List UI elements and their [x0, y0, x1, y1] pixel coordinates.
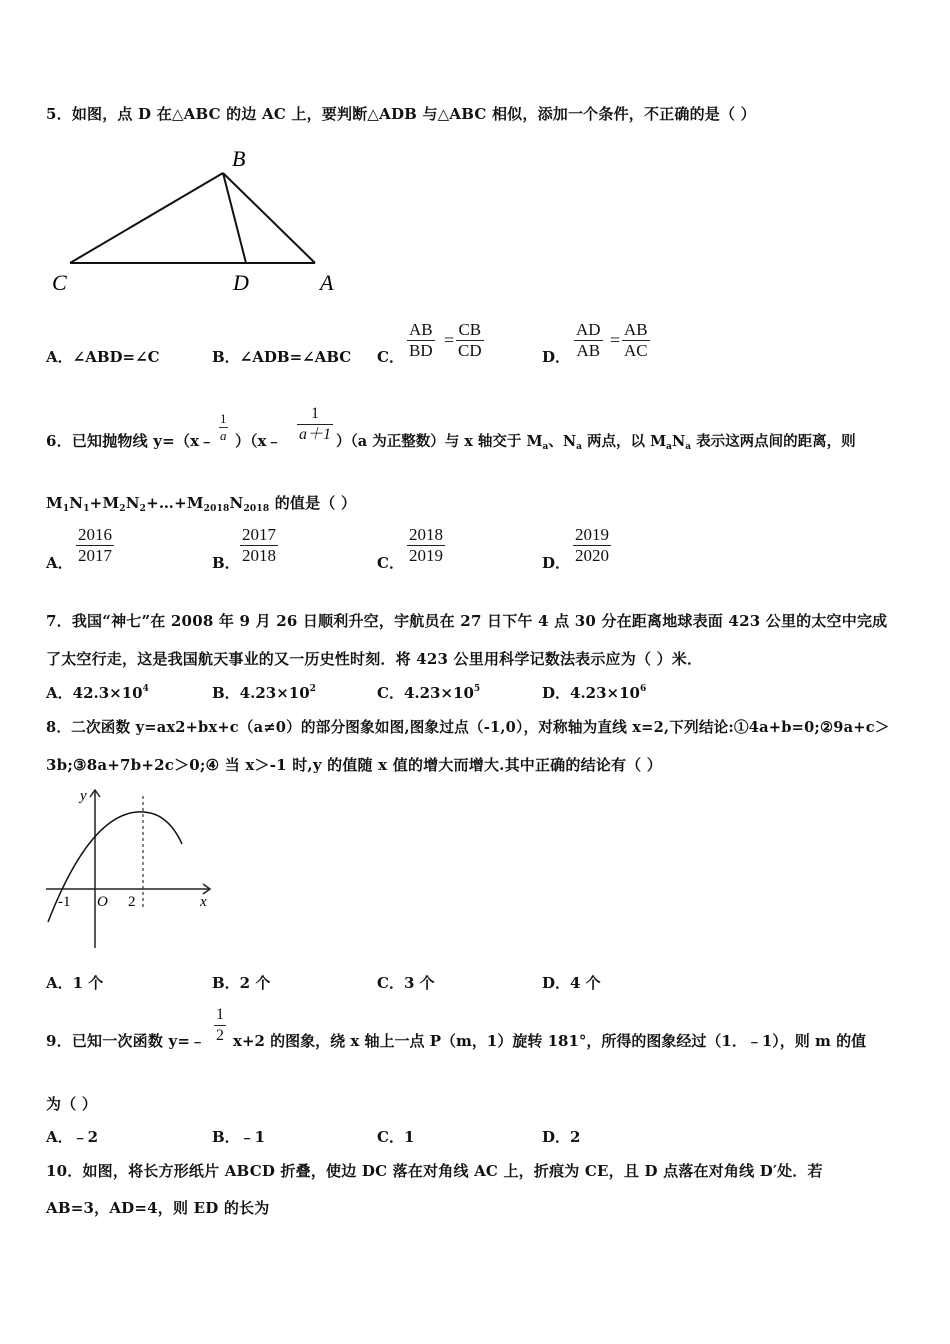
- q6-fraction-2: [297, 404, 333, 445]
- label-d: D: [233, 270, 249, 295]
- q6-l2-m1: M: [46, 494, 63, 512]
- q6-text-7: 表示这两点间的距离，则: [691, 433, 856, 450]
- q6-l2-n2: N: [125, 494, 140, 512]
- q9-fraction: [214, 1005, 226, 1046]
- q6-stem-part2: ）（x﹣: [235, 432, 282, 450]
- q6-option-b[interactable]: B．: [212, 554, 240, 572]
- graph-label-x: x: [200, 894, 207, 910]
- label-c: C: [52, 270, 67, 295]
- q5-stem: 5．如图，点 D 在△ABC 的边 AC 上，要判断△ADB 与△ABC 相似，添加一个条件，不正确的是（ ）: [46, 105, 756, 123]
- q6-a-den: 2017: [78, 546, 112, 565]
- q9-option-a[interactable]: A．﹣2: [46, 1128, 99, 1146]
- q5-option-b[interactable]: B．∠ADB=∠ABC: [212, 348, 352, 366]
- q6-stem-line2: [46, 492, 356, 514]
- q6-l2-mid: +…+M: [146, 494, 204, 512]
- q6-l2-s5: 2018: [203, 504, 230, 514]
- q5-d-equals: =: [610, 330, 621, 350]
- q7-d-exp: 6: [639, 684, 647, 694]
- q6-stem-part3: [336, 430, 856, 452]
- q5-c-f1-num: AB: [409, 320, 433, 339]
- q6-l2-s2: 1: [83, 504, 90, 514]
- q6-text-6: N: [672, 433, 686, 450]
- q9-option-b[interactable]: B．﹣1: [212, 1128, 266, 1146]
- q5-d-f2-den: AC: [624, 341, 648, 360]
- q6-option-d[interactable]: D．: [542, 554, 571, 572]
- graph-label-neg1: -1: [58, 894, 71, 910]
- q7-c-exp: 5: [473, 684, 481, 694]
- q9-stem-part1: 9．已知一次函数 y=﹣: [46, 1032, 206, 1050]
- q6-l2-n3: N: [229, 494, 244, 512]
- q9-option-c[interactable]: C．1: [377, 1128, 415, 1146]
- q6-fraction-1: [219, 411, 228, 444]
- q6-c-num: 2018: [409, 525, 443, 544]
- q6-text-3: ）（a 为正整数）与 x 轴交于 M: [336, 433, 543, 450]
- q6-l2-s6: 2018: [243, 504, 270, 514]
- q9-f-num: 1: [214, 1005, 226, 1026]
- q6-option-a[interactable]: A．: [46, 554, 73, 572]
- q6-sub-3: a: [666, 442, 672, 452]
- q6-option-c[interactable]: C．: [377, 554, 404, 572]
- q7-b-exp: 2: [309, 684, 316, 694]
- q8-parabola-graph: [40, 782, 220, 954]
- graph-label-y: y: [80, 788, 87, 804]
- q7-b-text: B．4.23×10: [212, 684, 310, 702]
- label-a: A: [320, 270, 334, 295]
- q6-d-fraction: [573, 525, 611, 566]
- q6-c-fraction: [407, 525, 445, 566]
- q5-c-f2-den: CD: [458, 341, 482, 360]
- q7-a-exp: 4: [142, 684, 149, 694]
- q5-d-f1-den: AB: [576, 341, 601, 360]
- q9-option-d[interactable]: D．2: [542, 1128, 581, 1146]
- q5-c-equals: =: [444, 330, 455, 350]
- q6-l2-s1: 1: [62, 504, 70, 514]
- q8-option-d[interactable]: D．4 个: [542, 974, 601, 992]
- q6-b-num: 2017: [242, 525, 276, 544]
- q6-f1-num: 1: [220, 411, 227, 426]
- q9-stem-part2: x+2 的图象，绕 x 轴上一点 P（m，1）旋转 181°，所得的图象经过（1．﹣1），则 m 的值: [233, 1032, 867, 1050]
- q6-a-num: 2016: [78, 525, 112, 544]
- q5-d-f2-num: AB: [624, 320, 648, 339]
- q8-option-c[interactable]: C．3 个: [377, 974, 435, 992]
- q6-l2-s4: 2: [139, 504, 147, 514]
- q6-c-den: 2019: [409, 546, 443, 565]
- graph-label-o: O: [97, 894, 108, 910]
- q7-a-text: A．42.3×10: [46, 684, 143, 702]
- label-b: B: [232, 146, 246, 171]
- q7-option-d[interactable]: [542, 682, 646, 703]
- q5-option-d[interactable]: D．: [542, 348, 571, 366]
- q6-sub-1: a: [542, 442, 549, 452]
- q7-c-text: C．4.23×10: [377, 684, 474, 702]
- q10-stem-line1: 10．如图，将长方形纸片 ABCD 折叠，使边 DC 落在对角线 AC 上，折痕为 CE，且 D 点落在对角线 D′处．若: [46, 1162, 823, 1180]
- q5-triangle-figure: [40, 140, 360, 300]
- q5-d-f1-num: AD: [576, 320, 601, 339]
- q9-f-den: 2: [216, 1027, 224, 1044]
- q10-stem-line2: AB=3，AD=4，则 ED 的长为: [46, 1199, 270, 1217]
- q8-option-a[interactable]: A．1 个: [46, 974, 104, 992]
- q6-a-fraction: [76, 525, 114, 566]
- q5-c-fraction-2: [456, 320, 484, 361]
- q6-l2-n1: N: [69, 494, 84, 512]
- q6-f2-num: 1: [297, 404, 333, 425]
- q6-d-den: 2020: [575, 546, 609, 565]
- q5-c-f1-den: BD: [409, 341, 433, 360]
- q6-text-5: 两点，以 M: [582, 433, 667, 450]
- q6-l2-s3: 2: [119, 504, 126, 514]
- q5-d-fraction-1: [574, 320, 603, 361]
- q6-sub-2: a: [576, 442, 582, 452]
- graph-label-2: 2: [128, 894, 136, 910]
- q6-l2-m2: +M: [89, 494, 120, 512]
- q7-stem-line1: 7．我国“神七”在 2008 年 9 月 26 日顺利升空，宇航员在 27 日下午 4 点 30 分在距离地球表面 423 公里的太空中完成: [46, 612, 888, 630]
- q7-d-text: D．4.23×10: [542, 684, 640, 702]
- q6-f2-den: a＋1: [299, 426, 332, 443]
- q5-d-fraction-2: [622, 320, 650, 361]
- q7-option-c[interactable]: [377, 682, 480, 703]
- q8-option-b[interactable]: B．2 个: [212, 974, 271, 992]
- q6-stem-part1: 6．已知抛物线 y=（x﹣: [46, 432, 215, 450]
- q6-b-fraction: [240, 525, 278, 566]
- q6-b-den: 2018: [242, 546, 276, 565]
- q6-text-4: 、N: [548, 433, 577, 450]
- q5-option-a[interactable]: A．∠ABD=∠C: [46, 348, 160, 366]
- q6-sub-4: a: [685, 442, 692, 452]
- q5-c-f2-num: CB: [456, 320, 484, 341]
- q6-d-num: 2019: [575, 525, 609, 544]
- q6-f1-den: a: [220, 428, 227, 443]
- q7-option-b[interactable]: [212, 682, 316, 703]
- q7-option-a[interactable]: [46, 682, 149, 703]
- q6-l2-end: 的值是（ ）: [269, 494, 357, 512]
- q7-stem-line2: 了太空行走，这是我国航天事业的又一历史性时刻．将 423 公里用科学记数法表示应为（ ）米．: [46, 650, 703, 668]
- q8-stem-line1: 8．二次函数 y=ax2+bx+c（a≠0）的部分图象如图,图象过点（-1,0），对称轴为直线 x=2,下列结论:①4a+b=0;②9a+c＞: [46, 719, 890, 736]
- q5-option-c[interactable]: C．: [377, 348, 404, 366]
- q8-stem-line2: 3b;③8a+7b+2c＞0;④ 当 x＞-1 时,y 的值随 x 值的增大而增大.其中正确的结论有（ ）: [46, 756, 662, 774]
- q9-stem-line2: 为（ ）: [46, 1095, 98, 1113]
- q5-c-fraction-1: [407, 320, 435, 361]
